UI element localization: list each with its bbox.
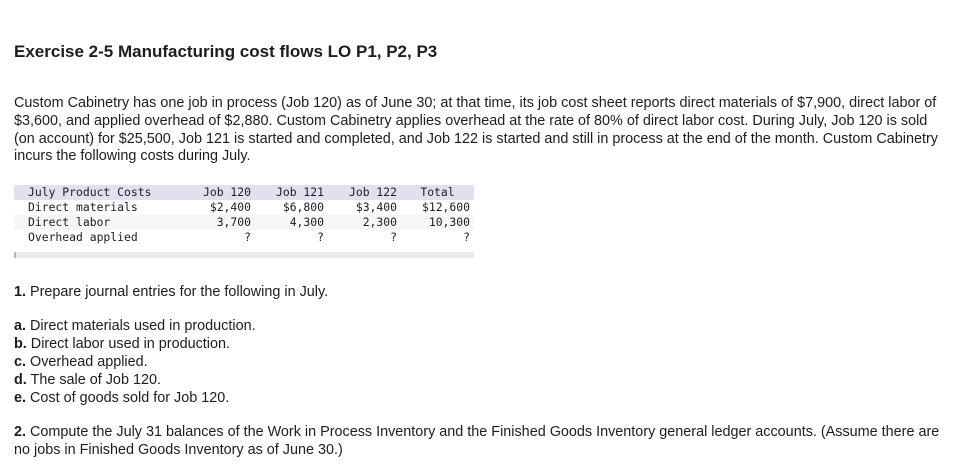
part-letter: e. bbox=[14, 390, 27, 406]
question-1 bbox=[14, 284, 328, 300]
question-text: Prepare journal entries for the following in July. bbox=[30, 284, 329, 300]
problem-intro: Custom Cabinetry has one job in process (Job 120) as of June 30; at that time, its job cost sheet reports direct materials of $7,900, direct labor of $3,600, and applied overhead of $2,880. Custom Cabinetry applies overhead at the rate of 80% of direct labor cost. During July, Job 120 is sold (on account) for $25,500, Job 121 is started and completed, and Job 122 is started and still in process at the end of the month. Custom Cabinetry incurs the following costs during July. bbox=[14, 95, 938, 165]
table-cell: $6,800 bbox=[282, 200, 324, 214]
table-cell: $3,400 bbox=[355, 200, 397, 214]
table-row bbox=[14, 215, 474, 230]
question-number: 1. bbox=[14, 284, 27, 300]
list-item bbox=[14, 371, 256, 389]
table-cell: $12,600 bbox=[421, 200, 470, 214]
column-header: July Product Costs bbox=[28, 185, 152, 199]
question-1-parts bbox=[14, 317, 256, 407]
question-text: Compute the July 31 balances of the Work in Process Inventory and the Finished Goods Inventory general ledger accounts. (Assume there are no jobs in Finished Goods Inventory as of June 30.) bbox=[14, 424, 940, 458]
part-letter: d. bbox=[14, 372, 27, 388]
product-costs-table-container bbox=[14, 185, 474, 260]
part-text: Overhead applied. bbox=[30, 354, 148, 370]
list-item bbox=[14, 353, 256, 371]
table-cell: ? bbox=[463, 230, 470, 244]
list-item bbox=[14, 335, 256, 353]
row-label: Overhead applied bbox=[28, 230, 138, 244]
table-horizontal-scrollbar[interactable] bbox=[14, 252, 474, 258]
product-costs-table bbox=[14, 185, 474, 245]
column-header: Job 121 bbox=[275, 185, 324, 199]
table-row bbox=[14, 230, 474, 245]
table-header-row bbox=[14, 185, 474, 200]
table-row bbox=[14, 200, 474, 215]
page-title: Exercise 2-5 Manufacturing cost flows LO P1, P2, P3 bbox=[14, 42, 438, 61]
table-cell: ? bbox=[390, 230, 397, 244]
column-header: Total bbox=[420, 185, 455, 199]
table-cell: 4,300 bbox=[289, 215, 324, 229]
table-cell: ? bbox=[317, 230, 324, 244]
column-header: Job 120 bbox=[202, 185, 251, 199]
part-letter: b. bbox=[14, 336, 27, 352]
row-label: Direct labor bbox=[28, 215, 111, 229]
part-text: Direct labor used in production. bbox=[30, 336, 230, 352]
list-item bbox=[14, 317, 256, 335]
table-cell: $2,400 bbox=[209, 200, 251, 214]
list-item bbox=[14, 389, 256, 407]
part-letter: c. bbox=[14, 354, 27, 370]
table-cell: 3,700 bbox=[216, 215, 251, 229]
part-text: Direct materials used in production. bbox=[30, 318, 256, 334]
table-cell: ? bbox=[244, 230, 251, 244]
question-2 bbox=[14, 424, 954, 460]
table-cell: 2,300 bbox=[362, 215, 397, 229]
column-header: Job 122 bbox=[348, 185, 397, 199]
row-label: Direct materials bbox=[28, 200, 138, 214]
table-cell: 10,300 bbox=[428, 215, 470, 229]
question-number: 2. bbox=[14, 424, 27, 440]
part-text: The sale of Job 120. bbox=[30, 372, 161, 388]
part-text: Cost of goods sold for Job 120. bbox=[30, 390, 230, 406]
part-letter: a. bbox=[14, 318, 27, 334]
